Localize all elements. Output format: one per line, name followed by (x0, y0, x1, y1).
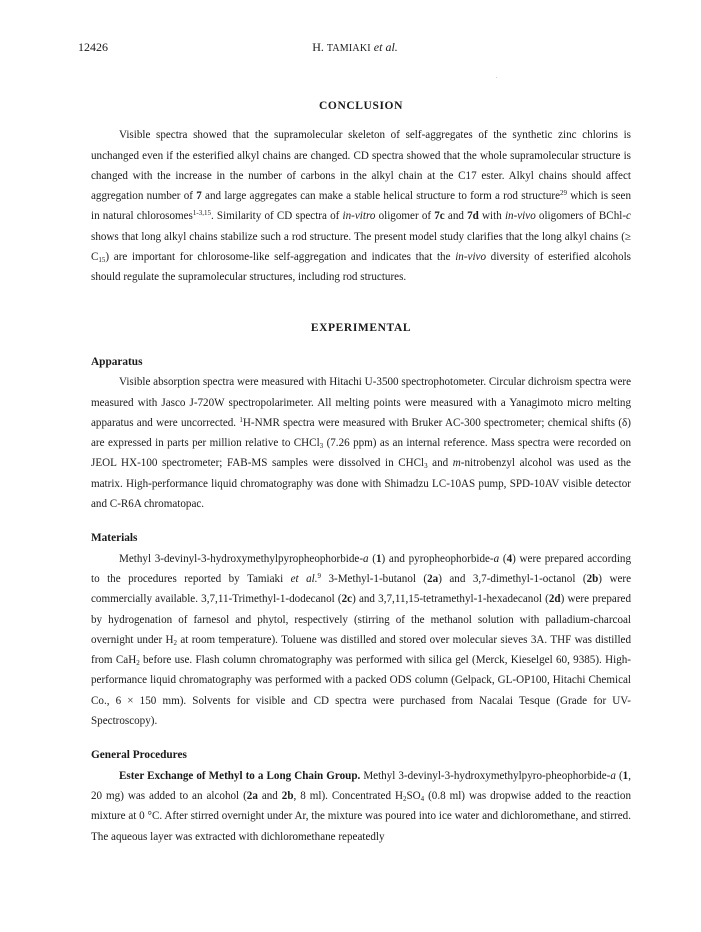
conclusion-heading: CONCLUSION (319, 100, 403, 112)
ester-exchange-subheading: Ester Exchange of Methyl to a Long Chain Group. (119, 769, 361, 782)
general-procedures-heading: General Procedures (91, 749, 187, 762)
apparatus-paragraph: Visible absorption spectra were measured with Hitachi U-3500 spectrophotometer. Circular dichroism spectra were measured with Jasco J-720W spectropolarimeter. All melting points were measured with a Yanagimoto micro melting apparatus and were uncorrected. $^1$H-NMR spectra were measured with Bruker AC-300 spectrometer; chemical shifts (δ) are expressed in parts per million relative to CHCl$_3$ (7.26 ppm) as an internal reference. Mass spectra were recorded on JEOL HX-100 spectrometer; FAB-MS samples were dissolved in CHCl$_3$ and m-nitrobenzyl alcohol was used as the matrix. High-performance liquid chromatography was done with Shimadzu LC-10AS pump, SPD-10AV visible detector and C-R6A chromatopac. (91, 376, 631, 511)
author-initial: H. (312, 40, 327, 54)
conclusion-paragraph: Visible spectra showed that the supramolecular skeleton of self-aggregates of the synthetic zinc chlorins is unchanged even if the esterified alkyl chains are changed. CD spectra showed that the whole supramolecular structure is changed with the increase in the number of carbons in the alkyl chain at the C17 ester. Alkyl chains should affect aggregation number of 7 and large aggregates can make a stable helical structure to form a rod structure$^{29}$ which is seen in natural chlorosomes$^{1-3,15}$. Similarity of CD spectra of in-vitro oligomer of 7c and 7d with in-vivo oligomers of BChl-c shows that long alkyl chains stabilize such a rod structure. The present model study clarifies that the long alkyl chains (≥ $C_{15}$) are important for chlorosome-like self-aggregation and indicates that the in-vivo diversity of esterified alcohols should regulate the supramolecular structures, including rod structures. (91, 129, 632, 284)
author-suffix: et al. (370, 40, 398, 54)
experimental-heading: EXPERIMENTAL (310, 321, 412, 334)
scan-speck (496, 77, 497, 78)
running-head (78, 40, 632, 55)
apparatus-heading: Apparatus (91, 355, 143, 368)
page-header (78, 40, 632, 56)
author-surname: TAMIAKI (326, 43, 371, 54)
materials-paragraph: Methyl 3-devinyl-3-hydroxymethylpyropheophorbide-a (1) and pyropheophorbide-a (4) were prepared according to the procedures reported by Tamiaki et al.$^9$ 3-Methyl-1-butanol (2a) and 3,7-dimethyl-1-octanol (2b) were commercially available. 3,7,11-Trimethyl-1-dodecanol (2c) and 3,7,11,15-tetramethyl-1-hexadecanol (2d) were prepared by hydrogenation of farnesol and phytol, respectively (stirring of the methanol solution with palladium-charcoal overnight under $H_2$ at room temperature). Toluene was distilled and stored over molecular sieves 3A. THF was distilled from CaH$_2$ before use. Flash column chromatography was performed with silica gel (Merck, Kieselgel 60, 9385). High-performance liquid chromatography was performed with a packed ODS column (Gelpack, GL-OP100, Hitachi Chemical Co., 6 × 150 mm). Solvents for visible and CD spectra were purchased from Nacalai Tesque (Grade for UV-Spectroscopy). (91, 552, 631, 728)
ester-exchange-paragraph: Ester Exchange of Methyl to a Long Chain Group. Methyl 3-devinyl-3-hydroxymethylpyro-pheophorbide-a (1, 20 mg) was added to an alcohol (2a and 2b, 8 ml). Concentrated $H_2SO_4$ (0.8 ml) was dropwise added to the reaction mixture at 0 °C. After stirred overnight under Ar, the mixture was poured into ice water and dichloromethane, and stirred. The aqueous layer was extracted with dichloromethane repeatedly (91, 769, 631, 843)
page-body (91, 96, 631, 847)
page-number: 12426 (78, 40, 108, 54)
materials-heading: Materials (91, 532, 138, 545)
